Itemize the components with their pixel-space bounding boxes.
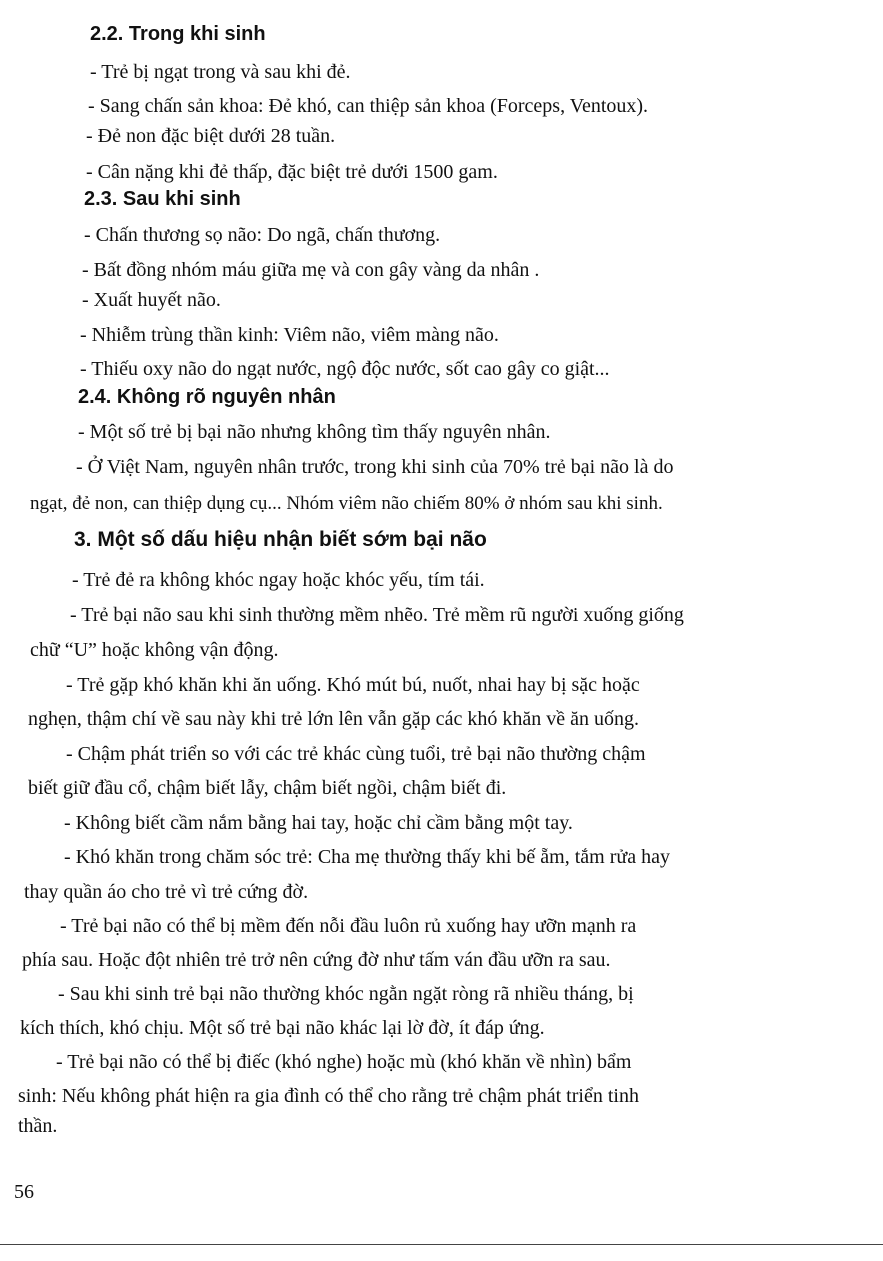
- paragraph-line: - Sau khi sinh trẻ bại não thường khóc ngằn ngặt ròng rã nhiều tháng, bị: [58, 983, 634, 1005]
- list-item: - Xuất huyết não.: [82, 289, 221, 311]
- section-heading-2-4: 2.4. Không rõ nguyên nhân: [78, 386, 336, 408]
- paragraph-line: - Không biết cầm nắm bằng hai tay, hoặc chỉ cầm bằng một tay.: [64, 812, 573, 834]
- paragraph-line: - Trẻ gặp khó khăn khi ăn uống. Khó mút bú, nuốt, nhai hay bị sặc hoặc: [66, 674, 640, 696]
- list-item: - Bất đồng nhóm máu giữa mẹ và con gây vàng da nhân .: [82, 259, 540, 281]
- paragraph-line: - Trẻ đẻ ra không khóc ngay hoặc khóc yếu, tím tái.: [72, 569, 485, 591]
- paragraph-line: ngạt, đẻ non, can thiệp dụng cụ... Nhóm viêm não chiếm 80% ở nhóm sau khi sinh.: [30, 493, 663, 514]
- paragraph-line: chữ “U” hoặc không vận động.: [30, 639, 279, 661]
- paragraph-line: sinh: Nếu không phát hiện ra gia đình có thể cho rằng trẻ chậm phát triển tinh: [18, 1085, 639, 1107]
- paragraph-line: thay quần áo cho trẻ vì trẻ cứng đờ.: [24, 881, 309, 903]
- paragraph-line: phía sau. Hoặc đột nhiên trẻ trở nên cứng đờ như tấm ván đầu ưỡn ra sau.: [22, 949, 611, 971]
- paragraph-line: kích thích, khó chịu. Một số trẻ bại não khác lại lờ đờ, ít đáp ứng.: [20, 1017, 545, 1039]
- paragraph-line: - Trẻ bại não có thể bị mềm đến nỗi đầu luôn rủ xuống hay ưỡn mạnh ra: [60, 915, 637, 937]
- paragraph-line: - Khó khăn trong chăm sóc trẻ: Cha mẹ thường thấy khi bế ẵm, tắm rửa hay: [64, 846, 670, 868]
- paragraph-line: - Một số trẻ bị bại não nhưng không tìm thấy nguyên nhân.: [78, 421, 551, 443]
- paragraph-line: - Chậm phát triển so với các trẻ khác cùng tuổi, trẻ bại não thường chậm: [66, 743, 646, 765]
- paragraph-line: - Ở Việt Nam, nguyên nhân trước, trong khi sinh của 70% trẻ bại não là do: [76, 456, 674, 478]
- section-heading-2-2: 2.2. Trong khi sinh: [90, 23, 266, 45]
- list-item: - Trẻ bị ngạt trong và sau khi đẻ.: [90, 61, 351, 83]
- section-heading-2-3: 2.3. Sau khi sinh: [84, 188, 241, 210]
- list-item: - Cân nặng khi đẻ thấp, đặc biệt trẻ dưới 1500 gam.: [86, 161, 498, 183]
- paragraph-line: thần.: [18, 1115, 58, 1137]
- bottom-divider: [0, 1244, 883, 1245]
- list-item: - Thiếu oxy não do ngạt nước, ngộ độc nước, sốt cao gây co giật...: [80, 358, 610, 380]
- paragraph-line: nghẹn, thậm chí về sau này khi trẻ lớn lên vẫn gặp các khó khăn về ăn uống.: [28, 708, 639, 730]
- paragraph-line: - Trẻ bại não có thể bị điếc (khó nghe) hoặc mù (khó khăn về nhìn) bẩm: [56, 1051, 632, 1073]
- paragraph-line: biết giữ đầu cổ, chậm biết lẫy, chậm biết ngồi, chậm biết đi.: [28, 777, 507, 799]
- list-item: - Sang chấn sản khoa: Đẻ khó, can thiệp sản khoa (Forceps, Ventoux).: [88, 95, 649, 117]
- paragraph-line: - Trẻ bại não sau khi sinh thường mềm nhẽo. Trẻ mềm rũ người xuống giống: [70, 604, 684, 626]
- list-item: - Đẻ non đặc biệt dưới 28 tuần.: [86, 125, 336, 147]
- list-item: - Chấn thương sọ não: Do ngã, chấn thương.: [84, 224, 441, 246]
- list-item: - Nhiễm trùng thần kinh: Viêm não, viêm màng não.: [80, 324, 499, 346]
- page-number: 56: [14, 1181, 34, 1203]
- section-heading-3: 3. Một số dấu hiệu nhận biết sớm bại não: [74, 528, 487, 551]
